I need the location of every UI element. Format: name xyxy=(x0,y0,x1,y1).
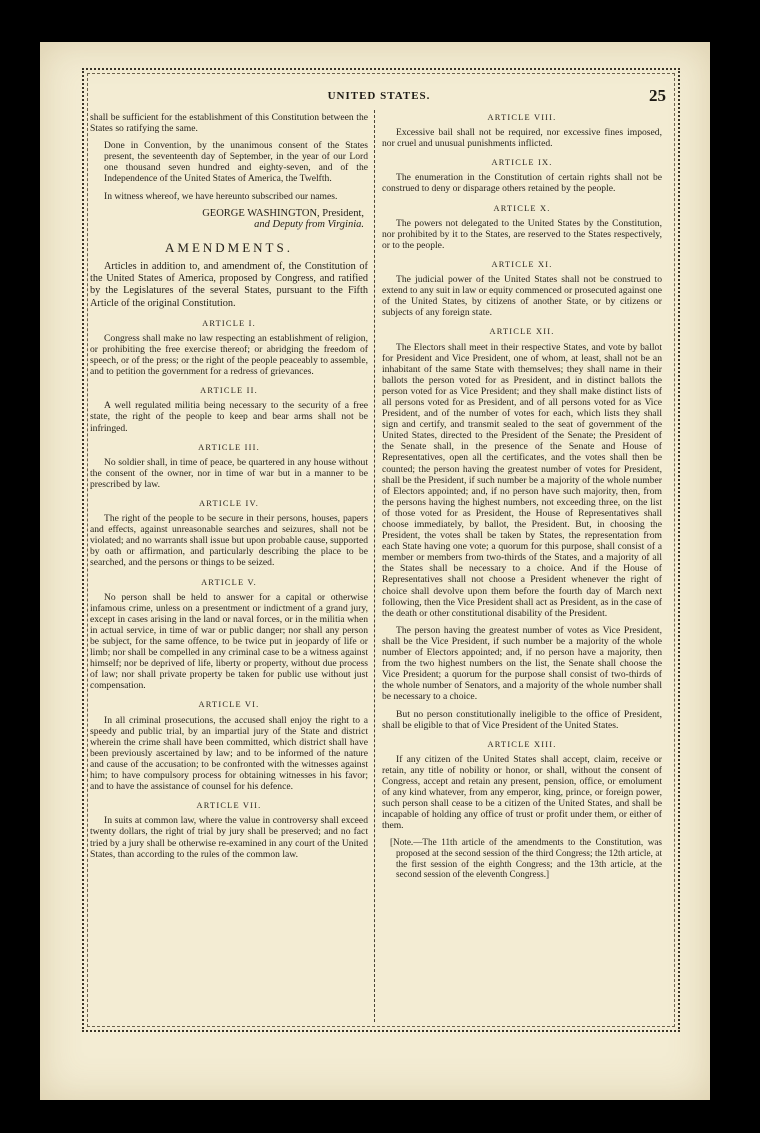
page-number: 25 xyxy=(649,86,666,105)
article-3-heading: ARTICLE III. xyxy=(198,442,260,452)
article-10-text: The powers not delegated to the United States by the Constitution, nor prohibited by it to the States, are reserved to the States respectively, or to the people. xyxy=(382,217,662,251)
article-13-text: If any citizen of the United States shall accept, claim, receive or retain, any title of nobility or honor, or shall, without the consent of Congress, accept and retain any present, pension, office, or emolument of any kind whatever, from any emperor, king, prince, or foreign power, such person shall cease to be a citizen of the United States, and shall be incapable of holding any office of trust or profit under them, or either of them. xyxy=(382,753,662,832)
right-column xyxy=(382,112,662,1040)
article-4-heading: ARTICLE IV. xyxy=(199,498,259,508)
witness-text: In witness whereof, we have hereunto subscribed our names. xyxy=(104,190,338,202)
article-6-text: In all criminal prosecutions, the accused shall enjoy the right to a speedy and public trial, by an impartial jury of the State and district wherein the crime shall have been committed, which district shall have been previously ascertained by law; and to be informed of the nature and cause of the accusation; to be confronted with the witnesses against him; to have compulsory process for obtaining witnesses in his favor; and to have the assistance of counsel for his defence. xyxy=(90,714,368,793)
article-7-heading: ARTICLE VII. xyxy=(196,801,262,811)
signature-title: and Deputy from Virginia. xyxy=(254,218,364,230)
article-9-heading: ARTICLE IX. xyxy=(491,158,553,168)
page-header xyxy=(90,86,668,108)
convention-date-text: Done in Convention, by the unanimous consent of the States present, the seventeenth day of September, in the year of our Lord one thousand seven hundred and eighty-seven, and of the Independence of the United States of America, the Twelfth. xyxy=(104,140,368,185)
article-3-text: No soldier shall, in time of peace, be quartered in any house without the consent of the owner, nor in time of war but in a manner to be prescribed by law. xyxy=(90,456,368,490)
article-11-heading: ARTICLE XI. xyxy=(491,259,553,269)
article-4-text: The right of the people to be secure in their persons, houses, papers and effects, against unreasonable searches and seizures, shall not be violated; and no warrants shall issue but upon probable cause, supported by oath or affirmation, and particularly describing the place to be searched, and the persons or things to be seized. xyxy=(90,513,368,569)
page-sheet xyxy=(40,42,710,1100)
article-2-heading: ARTICLE II. xyxy=(200,386,258,396)
article-1-heading: ARTICLE I. xyxy=(202,318,256,328)
footnote: [Note.—The 11th article of the amendments to the Constitution, was proposed at the second session of the third Congress; the 12th article, at the first session of the eighth Congress; and the 13th article, at the second session of the eleventh Congress.] xyxy=(390,837,662,880)
article-5-heading: ARTICLE V. xyxy=(201,577,257,587)
amendments-title: AMENDMENTS. xyxy=(165,239,293,255)
left-column xyxy=(90,112,368,1040)
article-10-heading: ARTICLE X. xyxy=(493,203,551,213)
article-2-text: A well regulated militia being necessary to the security of a free state, the right of the people to keep and bear arms shall not be infringed. xyxy=(90,400,368,434)
article-5-text: No person shall be held to answer for a capital or otherwise infamous crime, unless on a presentment or indictment of a grand jury, except in cases arising in the land or naval forces, or in the militia when in actual service, in time of war or public danger; nor shall any person be subject, for the same offence, to be twice put in jeopardy of life or limb; nor shall be compelled in any criminal case to be a witness against himself; nor be deprived of life, liberty or property, without due process of law; nor shall private property be taken for public use without just compensation. xyxy=(90,591,368,692)
article-12-heading: ARTICLE XII. xyxy=(489,327,555,337)
article-8-heading: ARTICLE VIII. xyxy=(487,113,557,122)
running-head: UNITED STATES. xyxy=(327,90,431,102)
amendments-intro: Articles in addition to, and amendment of, the Constitution of the United States of America, proposed by Congress, and ratified by the Legislatures of the several States, pursuant to the Fifth Article of the original Constitution. xyxy=(90,260,368,309)
article-13-heading: ARTICLE XIII. xyxy=(487,739,557,749)
article-12-text-2: The person having the greatest number of votes as Vice President, shall be the Vice President, if such number be a majority of the whole number of Electors appointed; and, if no person have a majority, then from the two highest numbers on the list, the Senate shall choose the Vice President; a quorum for the purpose shall consist of two-thirds of the whole number of Senators, and a majority of the whole number shall be necessary to a choice. xyxy=(382,624,662,703)
article-12-text-1: The Electors shall meet in their respective States, and vote by ballot for President and Vice President, one of whom, at least, shall not be an inhabitant of the same State with themselves; they shall name in their ballots the person voted for as President, and in distinct ballots the person voted for as Vice President; and they shall make distinct lists of all persons voted for as President, and of all persons voted for as Vice President, and of the number of votes for each, which lists they shall sign and certify, and transmit sealed to the seat of government of the United States, directed to the President of the Senate; the President of the Senate shall, in the presence of the Senate and House of Representatives, open all the certificates, and the votes shall then be counted; the person having the greatest number of votes for President, shall be the President, if such number be a majority of the whole number of Electors appointed; and, if no person have such majority, then, from the persons having the highest numbers, not exceeding three, on the list of those voted for as President, the House of Representatives shall choose immediately, by ballot, the President. But, in choosing the President, the votes shall be taken by States, the representation from each State having one vote; a quorum for this purpose, shall consist of a member or members from two-thirds of the States, and a majority of all the States shall be necessary to a choice. And if the House of Representatives shall not choose a President whenever the right of choice shall devolve upon them before the fourth day of March next following, then the Vice President shall act as President, as in the case of the death or other constitutional disability of the President. xyxy=(382,341,662,619)
article-6-heading: ARTICLE VI. xyxy=(198,700,260,710)
article-11-text: The judicial power of the United States shall not be construed to extend to any suit in law or equity commenced or prosecuted against one of the United States, by citizens of another State, or by citizens or subjects of any foreign state. xyxy=(382,274,662,319)
article-12-text-3: But no person constitutionally ineligible to the office of President, shall be eligible to that of Vice President of the United States. xyxy=(382,708,662,731)
article-1-text: Congress shall make no law respecting an establishment of religion, or prohibiting the free exercise thereof; or abridging the freedom of speech, or of the press; or the right of the people peaceably to assemble, and to petition the government for a redress of grievances. xyxy=(90,332,368,378)
constitution-closing-text: shall be sufficient for the establishment of this Constitution between the States so ratifying the same. xyxy=(90,112,368,135)
article-9-text: The enumeration in the Constitution of certain rights shall not be construed to deny or disparage others retained by the people. xyxy=(382,172,662,195)
article-8-text: Excessive bail shall not be required, nor excessive fines imposed, nor cruel and unusual punishments inflicted. xyxy=(382,127,662,150)
signature-name: GEORGE WASHINGTON, President, xyxy=(202,207,364,219)
article-7-text: In suits at common law, where the value in controversy shall exceed twenty dollars, the right of trial by jury shall be preserved; and no fact tried by a jury shall be otherwise re-examined in any court of the United States, than according to the rules of the common law. xyxy=(90,815,368,860)
column-divider xyxy=(374,110,376,1022)
